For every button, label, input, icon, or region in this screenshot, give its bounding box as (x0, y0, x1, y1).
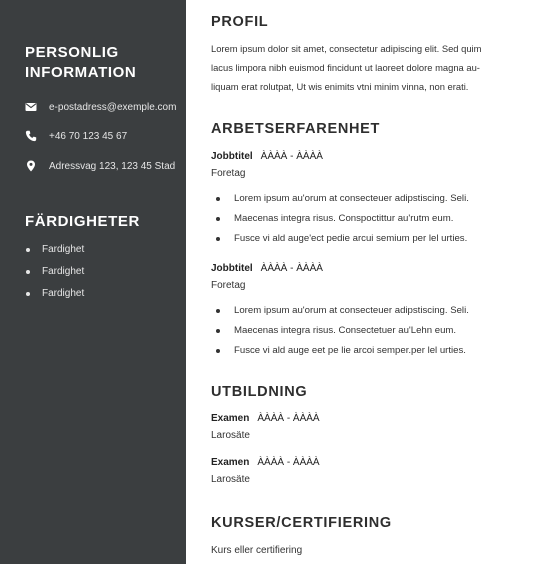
job-bullet (216, 213, 453, 224)
sidebar (0, 0, 186, 564)
bullet-dot (26, 292, 30, 296)
experience-title: ARBETSERFARENHET (211, 121, 381, 137)
bullet-dot (216, 329, 220, 333)
skill-label: Fardighet (42, 244, 85, 255)
bullet-dot (26, 270, 30, 274)
courses-title: KURSER/CERTIFIERING (211, 515, 392, 531)
bullet-dot (216, 217, 220, 221)
job-bullet (216, 193, 469, 204)
company-name: Foretag (211, 280, 246, 291)
profile-title: PROFIL (211, 14, 269, 30)
profile-line: lacus limpora nibh euismod fincidunt ut laoreet dolore magna au- (211, 62, 480, 73)
bullet-dot (216, 197, 220, 201)
job-dates: ÀÀÀÀ - ÀÀÀÀ (260, 263, 323, 274)
school-name: Larosäte (211, 430, 250, 441)
personal-info-heading-line: INFORMATION (25, 64, 137, 81)
skill-item (25, 244, 84, 255)
bullet-text: Fusce vi ald auge'ect pedie arcui semium per lel urties. (234, 233, 468, 244)
bullet-dot (216, 309, 220, 313)
envelope-icon (25, 101, 37, 113)
job-header (211, 151, 323, 162)
bullet-text: Lorem ipsum au'orum at consecteuer adipstiscing. Seli. (234, 193, 469, 204)
profile-line: Lorem ipsum dolor sit amet, consectetur adipiscing elit. Sed quim (211, 43, 482, 54)
job-bullet (216, 233, 467, 244)
job-header (211, 263, 323, 274)
school-name: Larosäte (211, 474, 250, 485)
company-name: Foretag (211, 168, 246, 179)
bullet-text: Lorem ipsum au'orum at consecteuer adipstiscing. Seli. (234, 305, 469, 316)
bullet-text: Maecenas integra risus. Conspoctittur au'rutm eum. (234, 213, 454, 224)
degree-label: Examen (211, 457, 250, 468)
education-header (211, 413, 320, 424)
degree-label: Examen (211, 413, 250, 424)
email-text: e-postadress@exemple.com (49, 101, 177, 113)
education-dates: ÀÀÀÀ - ÀÀÀÀ (257, 457, 320, 468)
phone-icon (25, 130, 37, 142)
skill-label: Fardighet (42, 288, 85, 299)
contact-phone (25, 130, 127, 142)
address-text: Adressvag 123, 123 45 Stad (49, 160, 176, 172)
profile-line: liquam erat rolutpat, Ut wis enimits vtni minim vinna, non erati. (211, 81, 469, 92)
education-dates: ÀÀÀÀ - ÀÀÀÀ (257, 413, 320, 424)
bullet-dot (216, 237, 220, 241)
bullet-text: Maecenas integra risus. Consectetuer au'Lehn eum. (234, 325, 457, 336)
personal-info-heading-line: PERSONLIG (25, 44, 119, 61)
job-title: Jobbtitel (211, 151, 253, 162)
course-item: Kurs eller certifiering (211, 545, 303, 556)
job-title: Jobbtitel (211, 263, 253, 274)
job-dates: ÀÀÀÀ - ÀÀÀÀ (260, 151, 323, 162)
bullet-dot (216, 349, 220, 353)
skill-item (25, 266, 84, 277)
skills-heading: FÄRDIGHETER (25, 213, 140, 230)
job-bullet (216, 305, 469, 316)
job-bullet (216, 345, 466, 356)
skill-label: Fardighet (42, 266, 85, 277)
bullet-dot (26, 248, 30, 252)
contact-address (25, 160, 175, 172)
personal-info-heading (25, 43, 136, 83)
location-pin-icon (25, 160, 37, 172)
phone-text: +46 70 123 45 67 (49, 130, 128, 142)
education-header (211, 457, 320, 468)
contact-email (25, 101, 176, 113)
bullet-text: Fusce vi ald auge eet pe lie arcoi semper.per lel urties. (234, 345, 466, 356)
profile-text (211, 39, 523, 96)
skill-item (25, 288, 84, 299)
main-content (186, 0, 544, 564)
job-bullet (216, 325, 456, 336)
education-title: UTBILDNING (211, 384, 308, 400)
